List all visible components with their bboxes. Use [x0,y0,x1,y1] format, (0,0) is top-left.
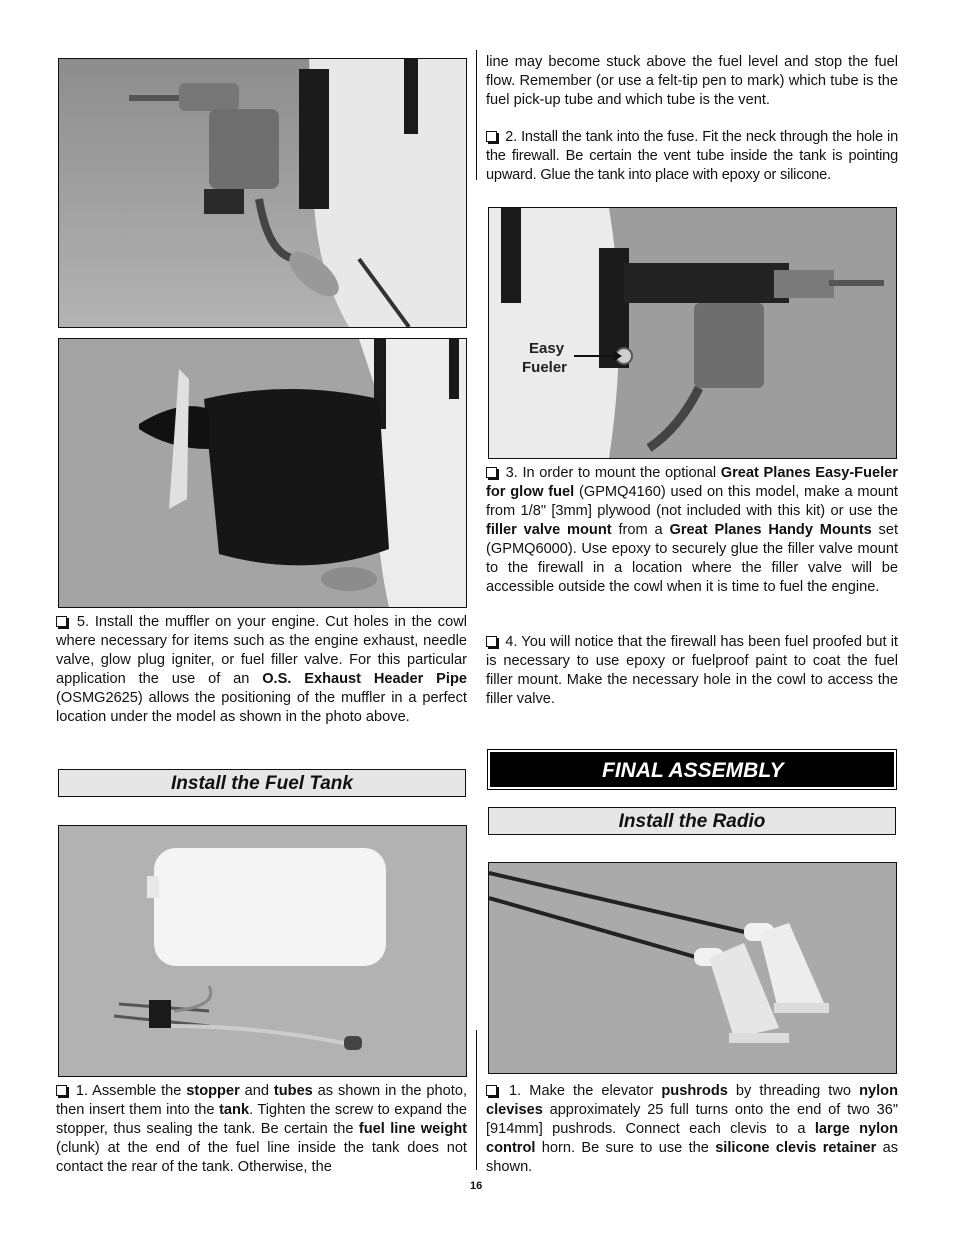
section-final-assembly: FINAL ASSEMBLY [490,752,894,787]
step1-segment: 1. Assemble the [71,1083,187,1099]
step5-segment: (OSMG2625) allows the positioning of the muffler in a perfect location under the model as shown in the photo above. [56,690,467,725]
engine-side-illustration [59,59,466,327]
step4-paragraph [486,633,898,709]
easy-fueler-illustration [489,208,896,458]
photo-fuel-tank [58,825,467,1077]
cowl-illustration [59,339,466,607]
photo-cowl-front [58,338,467,608]
radio-step1-segment: 1. Make the elevator [501,1083,662,1099]
checkbox-step4[interactable] [486,636,497,647]
step1-segment: stopper [186,1083,240,1099]
photo-engine-side [58,58,467,328]
step5-paragraph [56,613,467,727]
step3-segment: Great Planes Handy Mounts [669,522,872,538]
step1-paragraph [56,1082,467,1177]
step1-segment: tank [219,1102,250,1118]
step1-text [56,1083,467,1175]
radio-step1-segment: by threading two [727,1083,860,1099]
step3-segment: (GPMQ4160) used on this model, make a mount from 1/8" [3mm] plywood (not included with this kit) or use the [486,484,898,519]
radio-step1-segment: large nylon control [486,1121,898,1156]
step3-segment: Great Planes Easy-Fueler for glow fuel [486,465,898,500]
step5-text [56,614,467,725]
radio-step1-segment: pushrods [661,1083,728,1099]
page-number: 16 [470,1180,483,1192]
radio-step1-segment: horn. Be sure to use the [535,1140,716,1156]
step3-segment: 3. In order to mount the optional [501,465,721,481]
photo-easy-fueler [488,207,897,459]
step1-segment: as shown in the photo, then insert them into the [56,1083,468,1118]
photo-label-fueler: Fueler [522,359,568,376]
radio-step1-segment: nylon clevises [486,1083,898,1118]
step5-segment: 5. Install the muffler on your engine. Cut holes in the cowl where necessary for items such as the engine exhaust, needle valve, glow plug igniter, or fuel filler valve. For this particular application the use of an [56,614,467,687]
pushrods-illustration [489,863,896,1073]
radio-step1-text [486,1083,898,1175]
step3-text [486,465,898,595]
radio-step1-segment: as shown. [486,1140,899,1175]
fuel-tank-illustration [59,826,466,1076]
photo-pushrods [488,862,897,1074]
checkbox-radio-step1[interactable] [486,1085,497,1096]
step1-segment: . Tighten the screw to expand the stopper, thus sealing the tank. Be certain the [56,1102,467,1137]
continued-paragraph: line may become stuck above the fuel level and stop the fuel flow. Remember (or use a felt-tip pen to mark) which tube is the fuel pick-up tube and which tube is the vent. [486,54,898,108]
photo-label-easy: Easy [529,340,565,357]
step1-segment: and [239,1083,274,1099]
step4-text: 4. You will notice that the firewall has been fuel proofed but it is necessary to use epoxy or fuelproof paint to coat the fuel filler mount. Make the necessary hole in the cowl to access the filler valve. [486,634,898,707]
step1-segment: (clunk) at the end of the fuel line inside the tank does not contact the rear of the tank. Otherwise, the [56,1140,467,1175]
step3-segment: set (GPMQ6000). Use epoxy to securely glue the filler valve mount to the firewall in a location where the filler valve will be accessible outside the cowl when it is time to fuel the engine. [486,522,899,595]
step3-segment: from a [611,522,670,538]
step2-text: 2. Install the tank into the fuse. Fit the neck through the hole in the firewall. Be certain the vent tube inside the tank is pointing upward. Glue the tank into place with epoxy or silicone. [486,129,898,183]
checkbox-step5[interactable] [56,616,67,627]
step3-paragraph [486,464,898,597]
step2-paragraph [486,128,898,185]
checkbox-step3[interactable] [486,467,497,478]
column-divider-mid [476,1030,477,1170]
checkbox-step1[interactable] [56,1085,67,1096]
radio-step1-segment: approximately 25 full turns onto the end of two 36" [914mm] pushrods. Connect each clevis to a [486,1102,898,1137]
step1-segment: tubes [273,1083,313,1099]
column-divider-top [476,50,477,180]
checkbox-step2[interactable] [486,131,497,142]
section-install-fuel-tank: Install the Fuel Tank [58,769,466,797]
step5-segment: O.S. Exhaust Header Pipe [262,671,467,687]
step3-segment: filler valve mount [486,522,612,538]
radio-step1-segment: silicone clevis retainer [715,1140,877,1156]
radio-step1-paragraph [486,1082,898,1177]
step1-segment: fuel line weight [358,1121,468,1137]
section-install-radio: Install the Radio [488,807,896,835]
